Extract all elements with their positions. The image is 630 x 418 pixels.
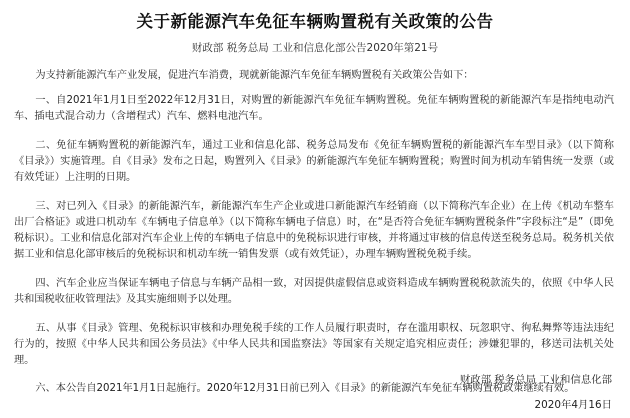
- notice-intro: 为支持新能源汽车产业发展，促进汽车消费，现就新能源汽车免征车辆购置税有关政策公告如下：: [35, 70, 474, 81]
- notice-issuer-line: 财政部 税务总局 工业和信息化部公告2020年第21号: [191, 42, 439, 54]
- notice-paragraph-2: 二、免征车辆购置税的新能源汽车，通过工业和信息化部、税务总局发布《免征车辆购置税的新能源汽车车型目录》（以下简称《目录》）实施管理。自《目录》发布之日起，购置列入《目录》的新能源汽车免征车辆购置税；购置时间为机动车销售统一发票（或有效凭证）上注明的日期。: [14, 139, 614, 184]
- notice-signature: 财政部 税务总局 工业和信息化部: [459, 374, 612, 386]
- notice-paragraph-1: 一、自2021年1月1日至2022年12月31日，对购置的新能源汽车免征车辆购置税。免征车辆购置税的新能源汽车是指纯电动汽车、插电式混合动力（含增程式）汽车、燃料电池汽车。: [14, 95, 614, 123]
- notice-paragraph-5: 五、从事《目录》管理、免税标识审核和办理免税手续的工作人员履行职责时，存在滥用职权、玩忽职守、徇私舞弊等违法违纪行为的，按照《中华人民共和国公务员法》《中华人民共和国监察法》等国家有关规定追究相应责任；涉嫌犯罪的，移送司法机关处理。: [14, 322, 614, 366]
- notice-paragraph-4: 四、汽车企业应当保证车辆电子信息与车辆产品相一致，对因提供虚假信息或资料造成车辆购置税税款流失的，依照《中华人民共和国税收征收管理法》及其实施细则予以处理。: [14, 277, 614, 305]
- notice-title: 关于新能源汽车免征车辆购置税有关政策的公告: [136, 12, 494, 31]
- notice-paragraph-3: 三、对已列入《目录》的新能源汽车，新能源汽车生产企业或进口新能源汽车经销商（以下简称汽车企业）在上传《机动车整车出厂合格证》或进口机动车《车辆电子信息单》（以下简称车辆电子信息）时，在“是否符合免征车辆购置税条件”字段标注“是”（即免税标识）。工业和信息化部对汽车企业上传的车辆电子信息中的免税标识进行审核，并将通过审核的信息传送至税务总局。税务机关依据工业和信息化部审核后的免税标识和机动车统一销售发票（或有效凭证），办理车辆购置税免税手续。: [14, 200, 614, 261]
- notice-date: 2020年4月16日: [534, 399, 612, 411]
- notice-paragraph-6: 六、本公告自2021年1月1日起施行。2020年12月31日前已列入《目录》的新能源汽车免征车辆购置税政策继续有效。: [35, 383, 575, 395]
- notice-body: [14, 68, 614, 410]
